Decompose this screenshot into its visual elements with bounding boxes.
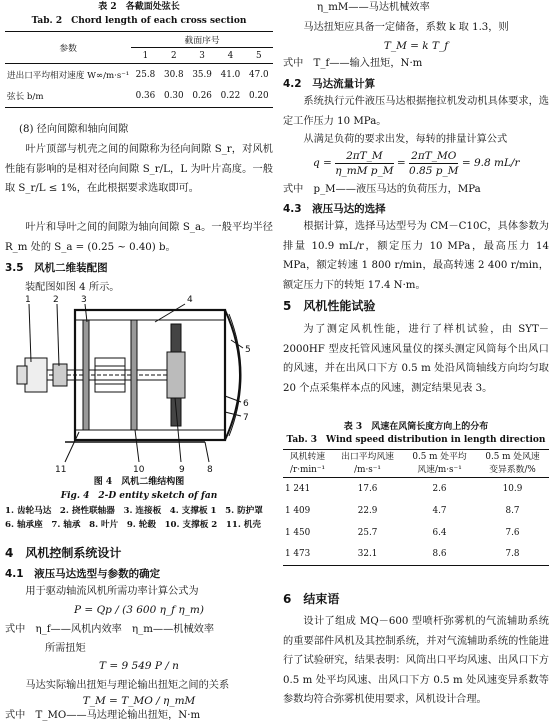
table3-header-speed: 风机转速 /r·min⁻¹ [289,451,326,475]
section-3-5-title: 3.5 风机二维装配图 [5,262,108,274]
equation-displacement-where: 式中 p_M——液压马达的负荷压力，MPa [283,184,481,195]
section-6-title: 6 结束语 [283,592,340,606]
equation-power: P = Qp / (3 600 η_f η_m) [74,604,204,616]
table3-header-cv: 0.5 m 处风速 变异系数/% [485,451,540,475]
table2-col-5: 5 [256,50,262,61]
table3-caption-en: Tab. 3 Wind speed distribution in length direction [286,435,546,445]
table2-col-2: 2 [170,50,177,61]
section-6-para-1: 设计了组成 MQ－600 型喷杆弥雾机的气流辅助系统的重要部件风机及其控制系统，并对气流辅助系统的性能进行了试验研究，结果表明：风筒出口平均风速、出风口下方 0.5 m 处平均风速、出风口下方 0.5 m 处风速变异系数等参数均符合弥雾机使用要求，风机设计合理。 [283,616,549,705]
motor-mech-efficiency-def: η_mM——马达机械效率 [317,2,430,13]
equation-displacement: q = $\frac{2\pi T\_M}{\text{η\_mM p\_M}}$ = $\frac{2\pi T\_MO}{0.85 p\_M}$ = 9.8 mL/r [313,149,520,177]
equation-torque-reserve-where: 式中 T_f——输入扭矩，N·m [283,58,423,69]
equation-torque: T = 9 549 P / n [99,660,179,672]
section-4-3-para-1: 根据计算，选择马达型号为 CM－C10C，具体参数为排量 10.9 mL/r，额定压力 10 MPa，最高压力 14 MPa，额定转速 1 800 r/min，最高转速 2 400 r/min，额定压力下的转矩 17.4 N·m。 [283,221,549,291]
equation-torque-reserve: T_M = k T_f [383,40,449,52]
table-row: 1 473 32.1 8.6 7.8 [283,544,549,566]
equation-motor-torque-where: 式中 T_MO——马达理论输出扭矩，N·m [5,710,201,721]
fig-label-3: 3 [81,295,87,305]
table2 [5,31,273,108]
section-4-2-title: 4.2 马达流量计算 [283,78,376,90]
table3-header-outlet: 出口平均风速 /m·s⁻¹ [341,451,394,475]
section-3-4-8-para-1: 叶片顶部与机壳之间的间隙称为径向间隙 S_r，对风机性能有影响的是相对径向间隙 S_r/L，L 为叶片高度。一般取 S_r/L ≤ 1%，在此根据要求选取即可。 [5,144,273,194]
fig-label-8: 8 [207,465,213,474]
table2-param-header: 参数 [59,44,77,54]
section-5-title: 5 风机性能试验 [283,299,376,313]
fig4-caption-en: Fig. 4 2-D entity sketch of fan [60,491,218,501]
table3-caption-cn: 表 3 风速在风筒长度方向上的分布 [343,422,489,432]
table2-col-1: 1 [142,50,149,61]
fig4-caption-cn: 图 4 风机二维结构图 [93,477,185,487]
section-4-2-para-1: 系统执行元件液压马达根据拖拉机发动机具体要求，选定工作压力 10 MPa。 [283,96,549,127]
table2-col-3: 3 [199,50,205,61]
fig-label-1: 1 [25,295,31,305]
fig-label-9: 9 [179,465,185,474]
equation-power-where: 式中 η_f——风机内效率 η_m——机械效率 [5,624,215,635]
table-row: 1 450 25.7 6.4 7.6 [285,527,520,538]
section-4-1-para-1: 用于驱动轴流风机所需功率计算公式为 [25,586,199,597]
table-row: 进出口平均相对速度 W∞/m·s⁻¹ 25.8 30.8 35.9 41.0 47.0 [5,64,273,86]
fig-label-4: 4 [187,295,193,305]
table3-header-avg: 0.5 m 处平均 风速/m·s⁻¹ [412,451,467,475]
fig-label-6: 6 [243,399,249,409]
section-3-5-text: 装配图如图 4 所示。 [25,282,120,293]
fig-label-2: 2 [53,295,59,305]
fig4-legend-line-2: 6. 轴承座 7. 轴承 8. 叶片 9. 轮毂 10. 支撑板 2 11. 机壳 [5,520,261,530]
fan-2d-sketch [5,292,273,474]
torque-reserve-text: 马达扭矩应具备一定储备，系数 k 取 1.3，则 [303,22,509,33]
required-torque-label: 所需扭矩 [45,643,86,654]
equation-motor-torque: T_M = T_MO / η_mM [82,695,196,707]
table2-caption-cn: 表 2 各截面处弦长 [98,2,180,12]
table2-section-header: 截面序号 [131,32,273,48]
section-4-1-title: 4.1 液压马达选型与参数的确定 [5,568,161,580]
section-4-title: 4 风机控制系统设计 [5,546,122,560]
section-5-para-1: 为了测定风机性能，进行了样机试验，由 SYT－2000HF 型皮托管风速风量仪的探头测定风筒每个出风口的风速，并在出风口下方 0.5 m 处沿风筒轴线方向均匀取 20 个点采集样本点的风速，测定结果见表 3。 [283,324,549,394]
table-row: 1 409 22.9 4.7 8.7 [285,505,520,516]
section-4-3-title: 4.3 液压马达的选择 [283,203,386,215]
fig-label-7: 7 [243,413,249,423]
fig-label-11: 11 [55,465,67,474]
fig-label-10: 10 [133,465,145,474]
section-4-1-para-2: 马达实际输出扭矩与理论输出扭矩之间的关系 [25,680,230,691]
section-4-2-para-2: 从满足负荷的要求出发，每转的排量计算公式 [303,134,508,145]
table-row: 1 241 17.6 2.6 10.9 [283,478,549,500]
table2-col-4: 4 [227,50,234,61]
section-3-4-8-title: (8) 径向间隙和轴向间隙 [19,124,129,135]
fig4-legend-line-1: 1. 齿轮马达 2. 挠性联轴器 3. 连接板 4. 支撑板 1 5. 防护罩 [5,506,263,516]
table2-caption-en: Tab. 2 Chord length of each cross section [31,16,247,26]
fig-label-5: 5 [245,345,251,355]
table3 [283,449,549,566]
section-3-4-8-para-2: 叶片和导叶之间的间隙为轴向间隙 S_a。一般平均半径 R_m 处的 S_a = (0.25 ~ 0.40) b。 [5,222,273,253]
table-row: 弦长 b/m 0.36 0.30 0.26 0.22 0.20 [5,86,273,108]
